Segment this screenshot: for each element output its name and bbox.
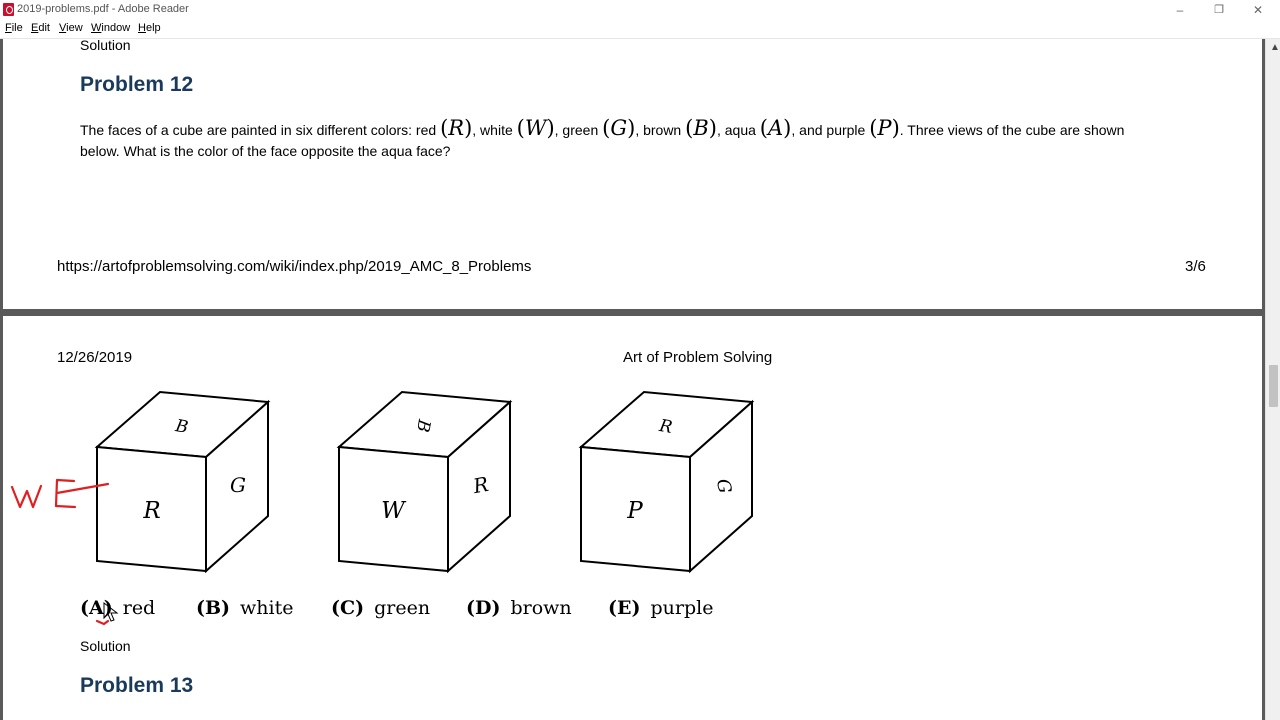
cube-1-front-label: R	[143, 498, 161, 524]
cube-2-side-label: R	[471, 471, 491, 499]
cube-1-side-label: G	[230, 473, 246, 497]
footer-url: https://artofproblemsolving.com/wiki/index.php/2019_AMC_8_Problems	[57, 258, 532, 275]
answer-choice-c: (C) green	[331, 597, 431, 619]
answer-choice-b: (B) white	[196, 597, 294, 619]
cube-3-top-label: R	[657, 416, 674, 438]
cube-1-top-label: B	[173, 416, 190, 438]
cube-view-2	[339, 392, 510, 571]
cube-view-1	[97, 392, 268, 571]
menu-file[interactable]: File	[5, 22, 23, 34]
menu-window[interactable]: Window	[91, 22, 131, 34]
footer-page-number: 3/6	[1185, 258, 1206, 275]
scrollbar-thumb[interactable]	[1269, 365, 1278, 407]
cube-3-front-label: P	[627, 498, 643, 524]
restore-button[interactable]: ❐	[1214, 4, 1224, 16]
menu-view[interactable]: View	[59, 22, 83, 34]
close-button[interactable]: ✕	[1252, 3, 1264, 17]
problem-title: Problem 12	[80, 73, 194, 96]
cube-2-top-label: B	[412, 417, 434, 434]
answer-choice-d: (D) brown	[466, 597, 572, 619]
cube-3-side-label: G	[711, 477, 736, 495]
answer-choice-e: (E) purple	[608, 597, 714, 619]
answer-choice-a: (A) red	[80, 597, 156, 619]
vertical-scrollbar[interactable]	[1265, 39, 1280, 720]
header-site: Art of Problem Solving	[623, 349, 773, 366]
window-title: 2019-problems.pdf - Adobe Reader	[17, 3, 189, 15]
header-date: 12/26/2019	[57, 349, 133, 366]
problem-text-line-1: The faces of a cube are painted in six different colors: red (R), white (W), green (G), brown (B), aqua (A), and purple (P). Three views of the cube are shown	[80, 116, 1125, 140]
problem-text-line-2: below. What is the color of the face opposite the aqua face?	[80, 143, 451, 159]
solution-link[interactable]: Solution	[80, 39, 131, 53]
minimize-button[interactable]: –	[1176, 3, 1184, 17]
solution-link-2[interactable]: Solution	[80, 638, 131, 654]
scroll-up-arrow-icon[interactable]: ▲	[1270, 42, 1280, 53]
cube-view-3	[581, 392, 752, 571]
cube-2-front-label: W	[381, 498, 405, 524]
menu-help[interactable]: Help	[138, 22, 161, 34]
menu-edit[interactable]: Edit	[31, 22, 50, 34]
next-problem-title: Problem 13	[80, 674, 194, 697]
